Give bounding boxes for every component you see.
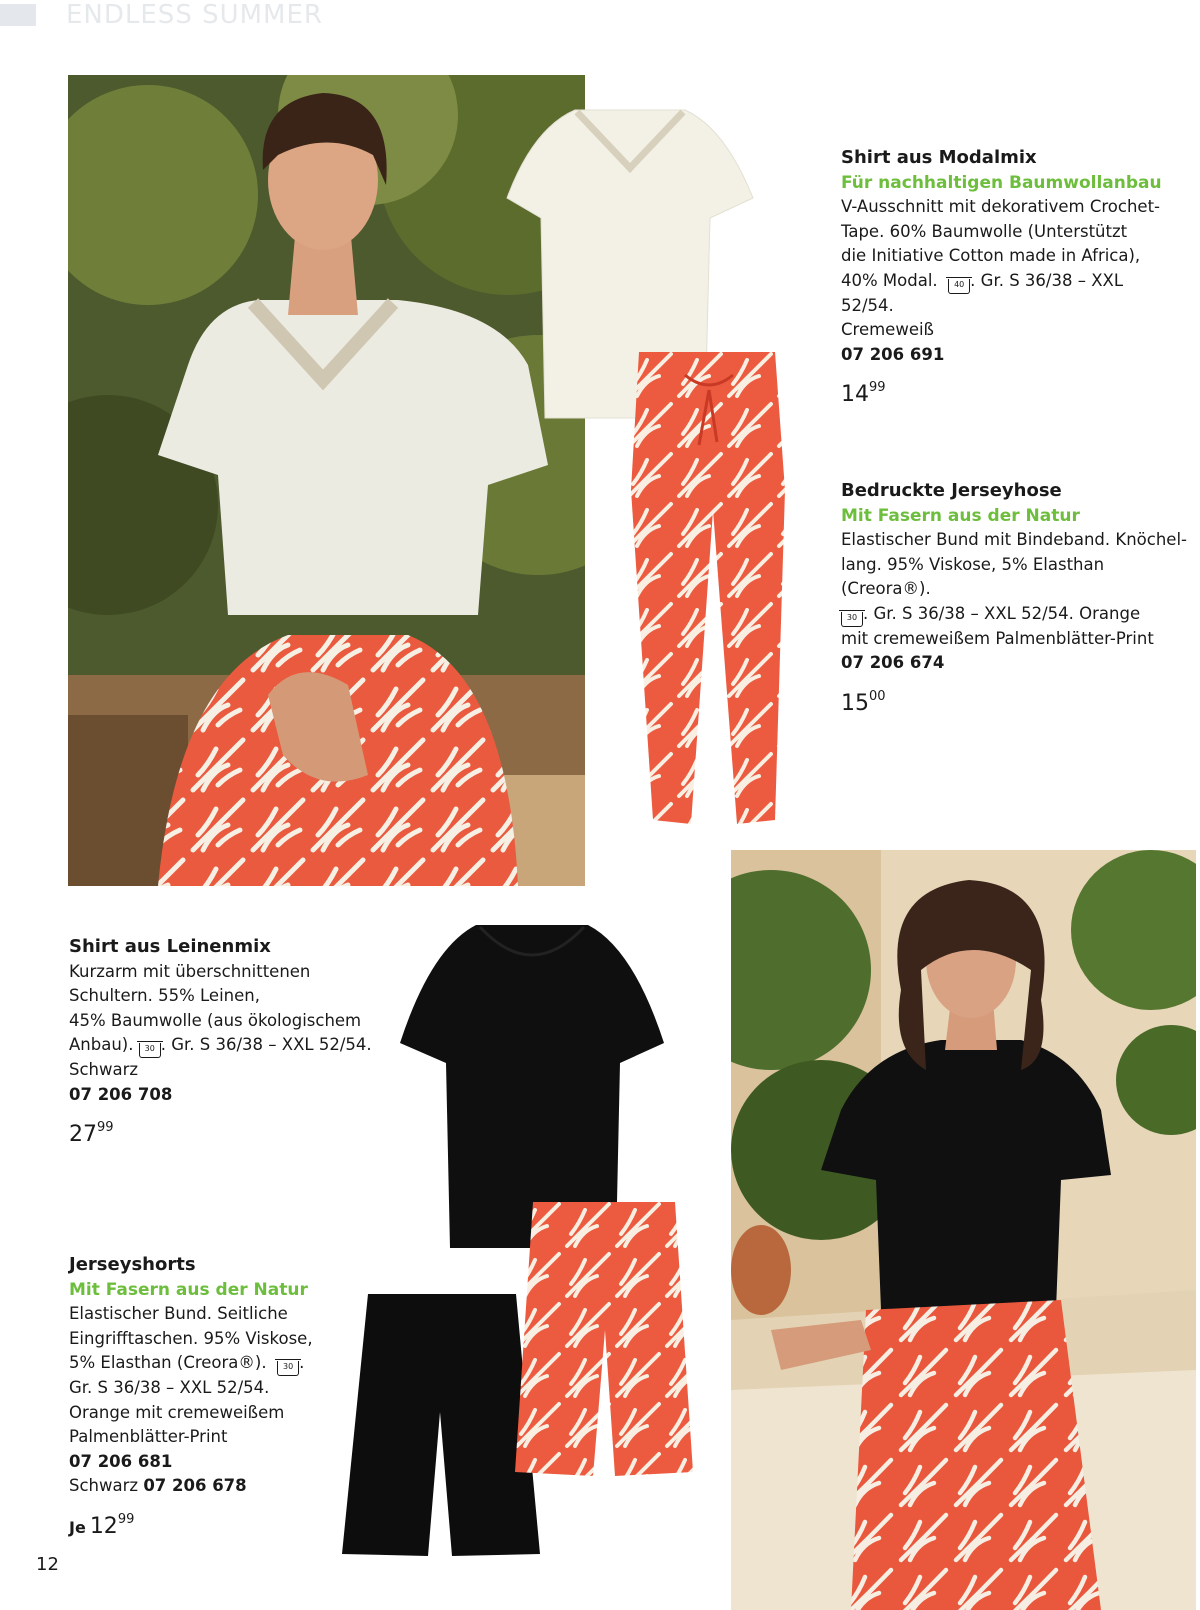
price-cents: 00	[869, 688, 886, 704]
product-tagline: Mit Fasern aus der Natur	[69, 1279, 308, 1300]
product-desc-line: Gr. S 36/38 – XXL 52/54.	[69, 1378, 270, 1397]
product-desc-line	[69, 1033, 399, 1058]
desc-text: .	[299, 1353, 305, 1372]
product-image-black-shorts	[340, 1292, 542, 1558]
product-image-orange-shorts	[513, 1200, 695, 1478]
product-title: Bedruckte Jerseyhose	[841, 480, 1062, 501]
product-desc-line	[841, 269, 1181, 319]
desc-text: 40% Modal.	[841, 270, 938, 290]
product-info-linen-shirt	[69, 935, 399, 1150]
product-desc-line: Palmenblätter-Print	[69, 1427, 228, 1446]
desc-text: . Gr. S 36/38 – XXL 52/54.	[841, 270, 1124, 315]
product-title: Shirt aus Leinenmix	[69, 936, 271, 957]
product-color: Cremeweiß	[841, 320, 934, 339]
wash-temperature-icon: 40	[948, 279, 970, 294]
desc-text: 5% Elasthan (Creora®).	[69, 1353, 267, 1372]
product-price	[69, 1113, 399, 1150]
product-desc-line: Kurzarm mit überschnittenen	[69, 961, 311, 981]
price-cents: 99	[869, 380, 886, 395]
product-desc-line: V-Ausschnitt mit dekorativem Crochet-	[841, 197, 1160, 216]
price-main: 15	[841, 690, 869, 716]
article-number: 07 206 691	[841, 344, 945, 364]
product-desc-line: Tape. 60% Baumwolle (Unterstützt	[841, 221, 1128, 241]
article-number: 07 206 681	[69, 1451, 173, 1471]
section-title: ENDLESS SUMMER	[66, 0, 323, 30]
article-number: 07 206 678	[143, 1476, 247, 1495]
product-color: Schwarz	[69, 1476, 139, 1495]
article-number: 07 206 708	[69, 1084, 173, 1104]
product-tagline: Für nachhaltigen Baumwollanbau	[841, 172, 1162, 193]
product-info-modal-shirt	[841, 146, 1181, 410]
product-desc-line	[841, 602, 1191, 627]
product-variant	[69, 1474, 369, 1499]
price-cents: 99	[117, 1511, 135, 1527]
product-title: Shirt aus Modalmix	[841, 147, 1037, 168]
product-info-jersey-pants	[841, 479, 1191, 719]
product-color: Schwarz	[69, 1060, 139, 1079]
desc-text: . Gr. S 36/38 – XXL 52/54. Orange	[863, 603, 1141, 623]
wash-temperature-icon: 30	[139, 1043, 161, 1058]
product-price	[841, 682, 1191, 719]
wash-temperature-icon: 30	[277, 1361, 299, 1376]
product-price	[69, 1505, 369, 1543]
page-number: 12	[36, 1554, 59, 1575]
product-title: Jerseyshorts	[69, 1254, 196, 1275]
product-tagline: Mit Fasern aus der Natur	[841, 505, 1080, 526]
price-main: 12	[89, 1513, 118, 1539]
product-desc-line: Schultern. 55% Leinen,	[69, 986, 260, 1005]
price-prefix: Je	[69, 1517, 86, 1537]
wash-temperature-icon: 30	[841, 612, 863, 627]
price-cents: 99	[97, 1120, 114, 1135]
product-info-jersey-shorts	[69, 1253, 369, 1543]
product-desc-line: die Initiative Cotton made in Africa),	[841, 246, 1141, 265]
product-desc-line: lang. 95% Viskose, 5% Elasthan (Creora®).	[841, 554, 1105, 598]
desc-text: Anbau).	[69, 1035, 134, 1054]
product-desc-line: Orange mit cremeweißem	[69, 1402, 285, 1422]
price-main: 27	[69, 1122, 97, 1147]
price-main: 14	[841, 382, 869, 407]
article-number: 07 206 674	[841, 653, 945, 672]
product-desc-line: Elastischer Bund. Seitliche	[69, 1304, 288, 1323]
product-image-orange-pants	[625, 350, 793, 827]
product-desc-line	[69, 1351, 369, 1376]
product-desc-line: mit cremeweißem Palmenblätter-Print	[841, 628, 1154, 648]
product-desc-line: 45% Baumwolle (aus ökologischem	[69, 1010, 362, 1030]
header-accent-bar	[0, 4, 36, 26]
product-desc-line: Eingrifftaschen. 95% Viskose,	[69, 1328, 313, 1348]
product-price	[841, 373, 1181, 410]
product-desc-line: Elastischer Bund mit Bindeband. Knöchel-	[841, 530, 1187, 549]
model-photo-black-shirt	[731, 850, 1196, 1610]
desc-text: . Gr. S 36/38 – XXL 52/54.	[160, 1035, 372, 1054]
